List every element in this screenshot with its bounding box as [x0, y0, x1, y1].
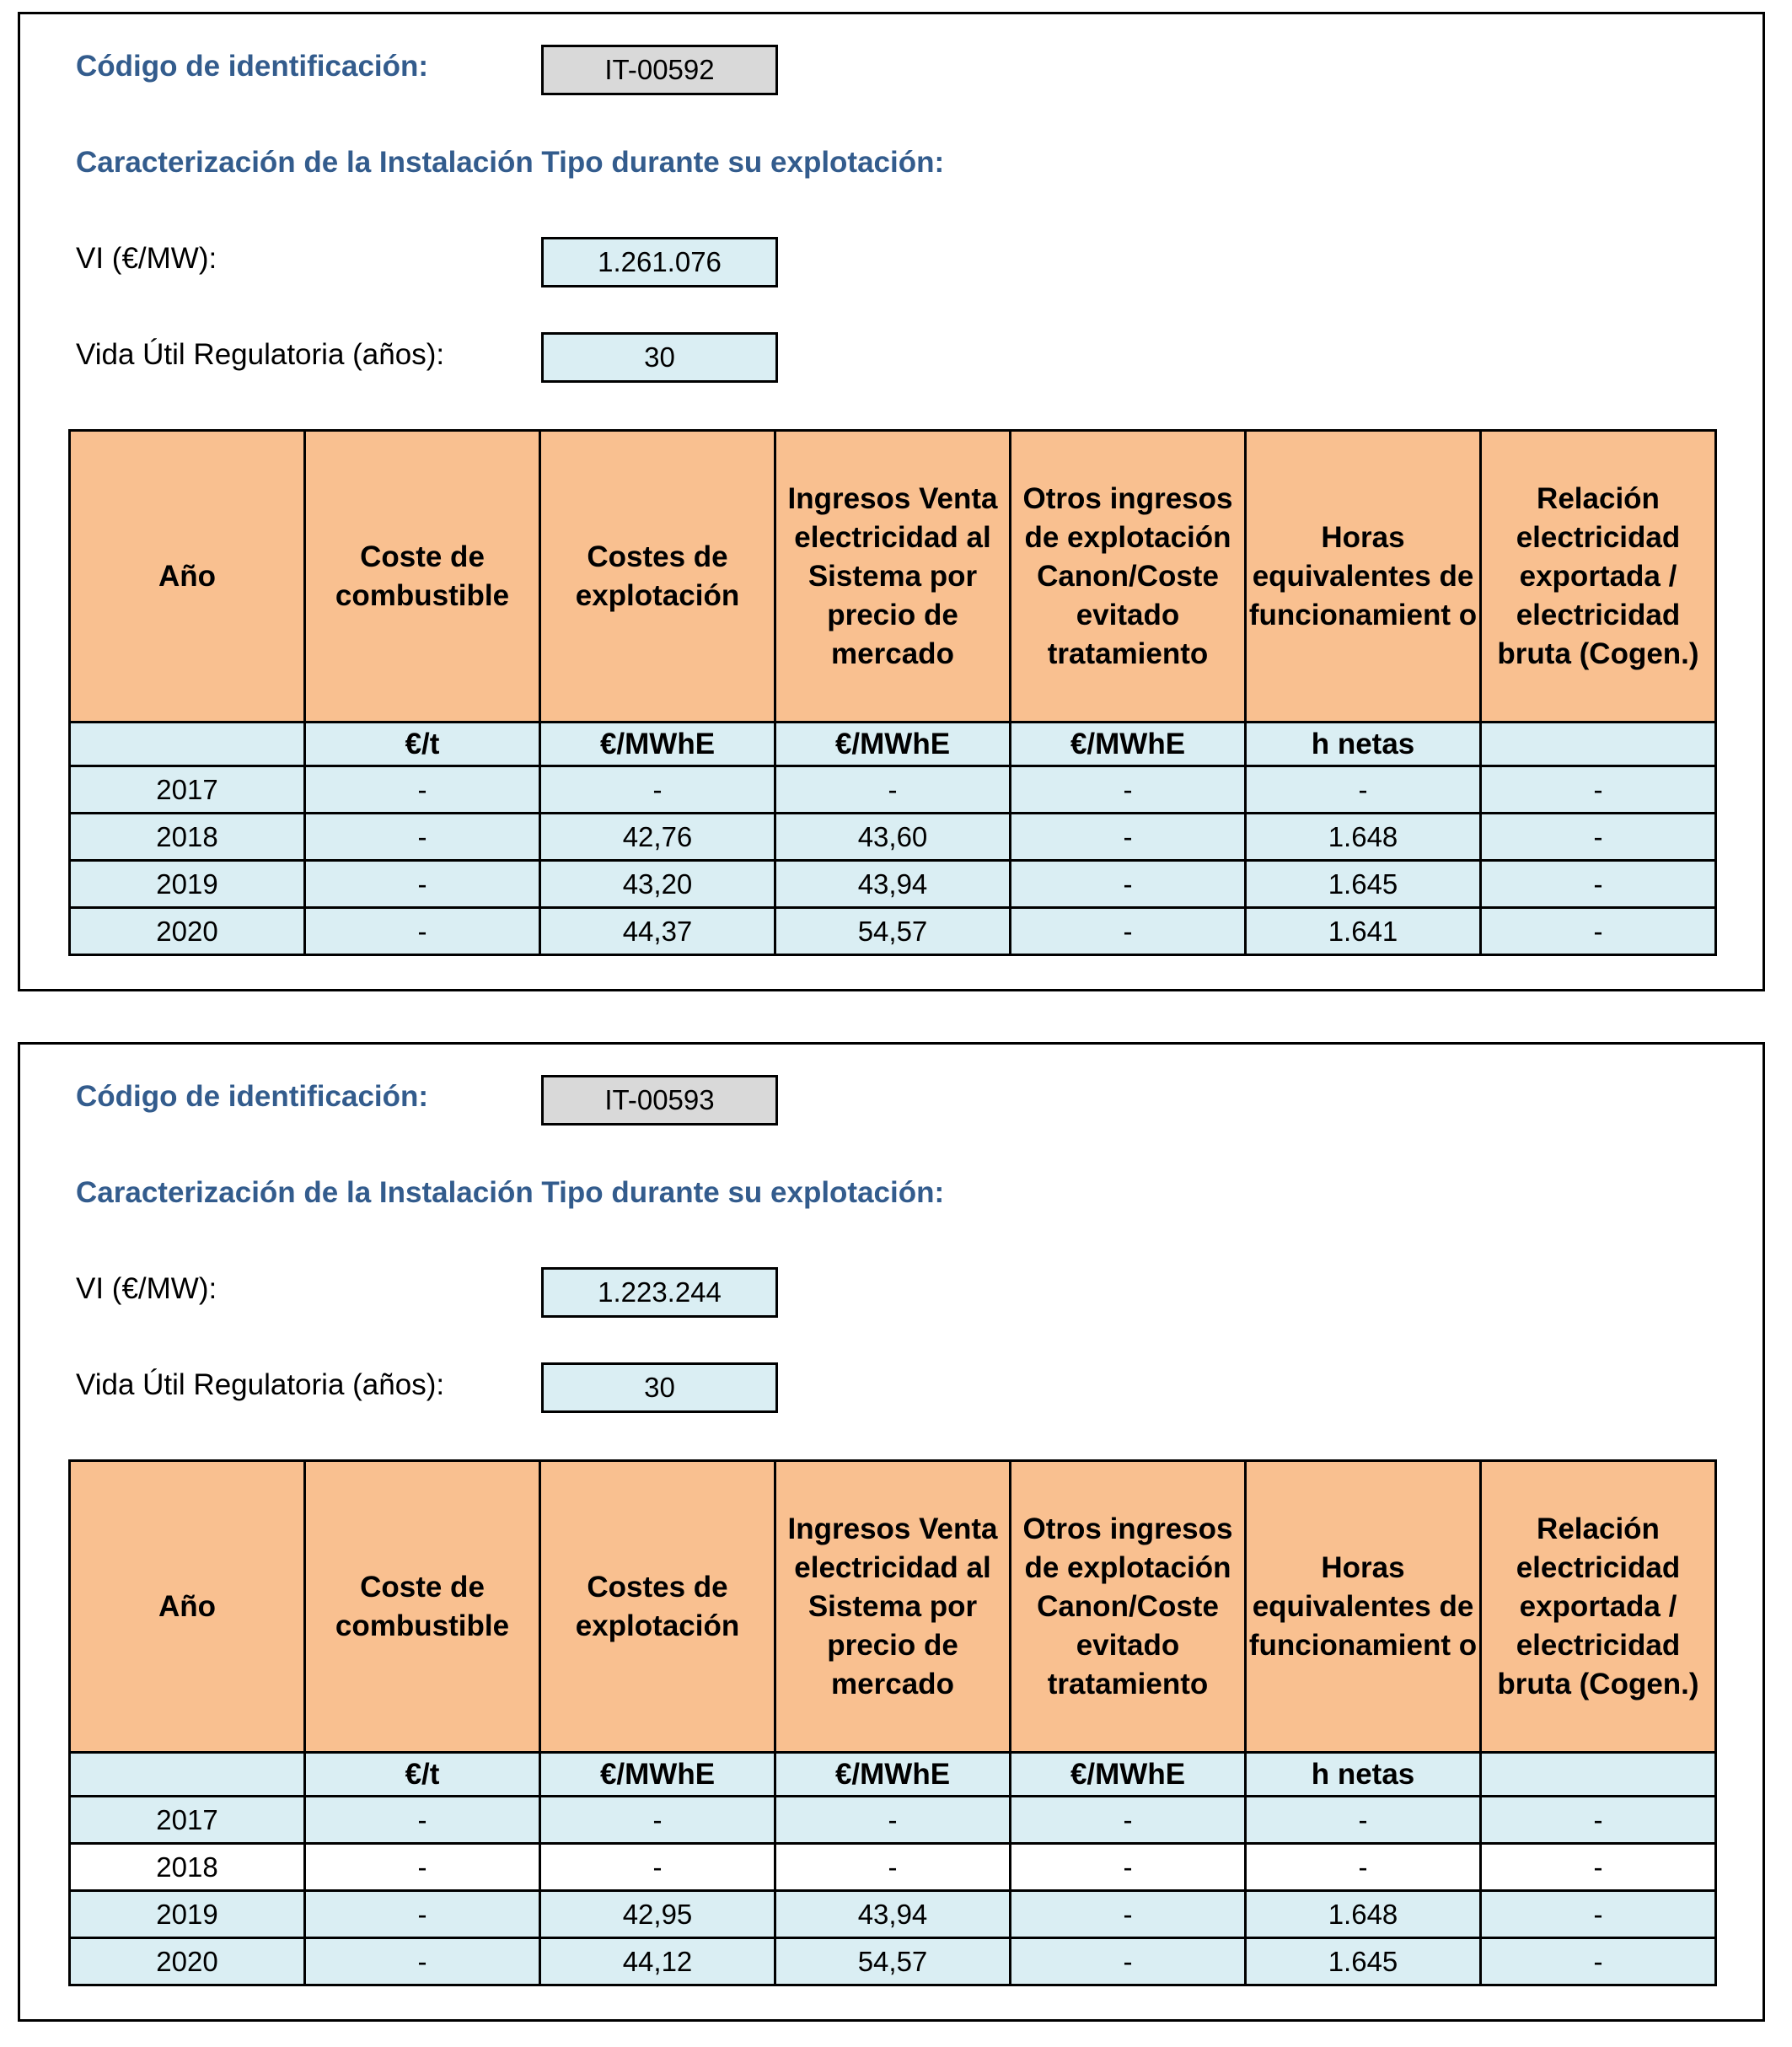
code-label: Código de identificación:: [76, 50, 429, 83]
table-cell: 2019: [70, 861, 305, 908]
unit-cell: €/MWhE: [1011, 723, 1246, 766]
table-cell: -: [305, 814, 540, 861]
table-cell: 43,20: [540, 861, 775, 908]
table-cell: 2018: [70, 1844, 305, 1891]
unit-cell: [70, 1753, 305, 1797]
table-cell: -: [305, 1938, 540, 1985]
header-cell: Horas equivalentes de funcionamient o: [1246, 431, 1481, 723]
table-cell: 43,94: [775, 861, 1011, 908]
header-cell: Relación electricidad exportada / electricidad bruta (Cogen.): [1481, 1461, 1716, 1753]
table-cell: -: [305, 1891, 540, 1938]
vida-util-value: 30: [541, 332, 778, 383]
table-row: [70, 766, 1716, 814]
installation-sheet-1: [18, 12, 1765, 991]
vi-label: VI (€/MW):: [76, 1272, 217, 1305]
table-cell: -: [1011, 1844, 1246, 1891]
installation-sheet-2: [18, 1042, 1765, 2022]
table-cell: 2020: [70, 908, 305, 955]
table-cell: -: [305, 861, 540, 908]
header-row: [70, 431, 1716, 723]
table-cell: 2020: [70, 1938, 305, 1985]
table-cell: 54,57: [775, 908, 1011, 955]
header-cell: Horas equivalentes de funcionamient o: [1246, 1461, 1481, 1753]
table-cell: -: [1481, 1891, 1716, 1938]
code-value: IT-00592: [541, 45, 778, 95]
table-cell: -: [540, 766, 775, 814]
table-cell: -: [1011, 908, 1246, 955]
table-row: [70, 861, 1716, 908]
table-row: [70, 814, 1716, 861]
table-cell: 44,12: [540, 1938, 775, 1985]
table-row: [70, 1844, 1716, 1891]
vida-util-value: 30: [541, 1362, 778, 1413]
header-cell: Año: [70, 1461, 305, 1753]
table-cell: 2019: [70, 1891, 305, 1938]
table-cell: -: [305, 908, 540, 955]
exploitation-table: [68, 429, 1717, 956]
table-cell: -: [1481, 1844, 1716, 1891]
unit-cell: €/t: [305, 1753, 540, 1797]
header-cell: Otros ingresos de explotación Canon/Coste evitado tratamiento: [1011, 1461, 1246, 1753]
table-cell: -: [1246, 766, 1481, 814]
table-cell: -: [540, 1797, 775, 1844]
table-cell: 1.645: [1246, 861, 1481, 908]
header-cell: Otros ingresos de explotación Canon/Coste evitado tratamiento: [1011, 431, 1246, 723]
table-cell: -: [1481, 1938, 1716, 1985]
table-cell: 2017: [70, 1797, 305, 1844]
unit-cell: [1481, 723, 1716, 766]
table-cell: -: [775, 766, 1011, 814]
table-cell: 1.648: [1246, 814, 1481, 861]
table-cell: -: [305, 1844, 540, 1891]
table-cell: -: [775, 1844, 1011, 1891]
unit-cell: €/MWhE: [1011, 1753, 1246, 1797]
header-cell: Costes de explotación: [540, 431, 775, 723]
units-row: [70, 1753, 1716, 1797]
unit-cell: h netas: [1246, 723, 1481, 766]
vida-util-label: Vida Útil Regulatoria (años):: [76, 1368, 445, 1401]
table-cell: -: [1246, 1844, 1481, 1891]
exploitation-table: [68, 1459, 1717, 1986]
table-row: [70, 1938, 1716, 1985]
table-cell: 2017: [70, 766, 305, 814]
table-cell: -: [1011, 1797, 1246, 1844]
table-cell: -: [1011, 766, 1246, 814]
vi-label: VI (€/MW):: [76, 242, 217, 275]
table-cell: -: [1481, 1797, 1716, 1844]
table-cell: -: [1011, 861, 1246, 908]
table-cell: 43,60: [775, 814, 1011, 861]
table-cell: -: [775, 1797, 1011, 1844]
table-cell: 1.648: [1246, 1891, 1481, 1938]
table-cell: 1.641: [1246, 908, 1481, 955]
table-cell: -: [305, 766, 540, 814]
unit-cell: h netas: [1246, 1753, 1481, 1797]
table-cell: 42,95: [540, 1891, 775, 1938]
header-cell: Año: [70, 431, 305, 723]
table-cell: -: [1246, 1797, 1481, 1844]
table-cell: -: [1481, 766, 1716, 814]
table-row: [70, 908, 1716, 955]
table-row: [70, 1891, 1716, 1938]
header-cell: Ingresos Venta electricidad al Sistema por precio de mercado: [775, 1461, 1011, 1753]
table-cell: -: [540, 1844, 775, 1891]
table-cell: 44,37: [540, 908, 775, 955]
table-cell: 43,94: [775, 1891, 1011, 1938]
table-cell: -: [1011, 814, 1246, 861]
header-cell: Relación electricidad exportada / electricidad bruta (Cogen.): [1481, 431, 1716, 723]
vi-value: 1.261.076: [541, 237, 778, 287]
header-cell: Coste de combustible: [305, 431, 540, 723]
units-row: [70, 723, 1716, 766]
unit-cell: [1481, 1753, 1716, 1797]
table-cell: 1.645: [1246, 1938, 1481, 1985]
unit-cell: €/MWhE: [775, 1753, 1011, 1797]
unit-cell: €/t: [305, 723, 540, 766]
table-cell: -: [1481, 861, 1716, 908]
section-title: Caracterización de la Instalación Tipo durante su explotación:: [76, 1176, 945, 1209]
code-label: Código de identificación:: [76, 1080, 429, 1113]
code-value: IT-00593: [541, 1075, 778, 1126]
unit-cell: €/MWhE: [540, 723, 775, 766]
section-title: Caracterización de la Instalación Tipo durante su explotación:: [76, 146, 945, 179]
vida-util-label: Vida Útil Regulatoria (años):: [76, 338, 445, 371]
table-row: [70, 1797, 1716, 1844]
table-cell: 2018: [70, 814, 305, 861]
table-cell: -: [1481, 814, 1716, 861]
header-cell: Ingresos Venta electricidad al Sistema por precio de mercado: [775, 431, 1011, 723]
table-cell: 54,57: [775, 1938, 1011, 1985]
table-cell: -: [1011, 1938, 1246, 1985]
header-row: [70, 1461, 1716, 1753]
unit-cell: [70, 723, 305, 766]
vi-value: 1.223.244: [541, 1267, 778, 1318]
header-cell: Costes de explotación: [540, 1461, 775, 1753]
table-cell: 42,76: [540, 814, 775, 861]
unit-cell: €/MWhE: [775, 723, 1011, 766]
unit-cell: €/MWhE: [540, 1753, 775, 1797]
header-cell: Coste de combustible: [305, 1461, 540, 1753]
table-cell: -: [1481, 908, 1716, 955]
table-cell: -: [305, 1797, 540, 1844]
table-cell: -: [1011, 1891, 1246, 1938]
